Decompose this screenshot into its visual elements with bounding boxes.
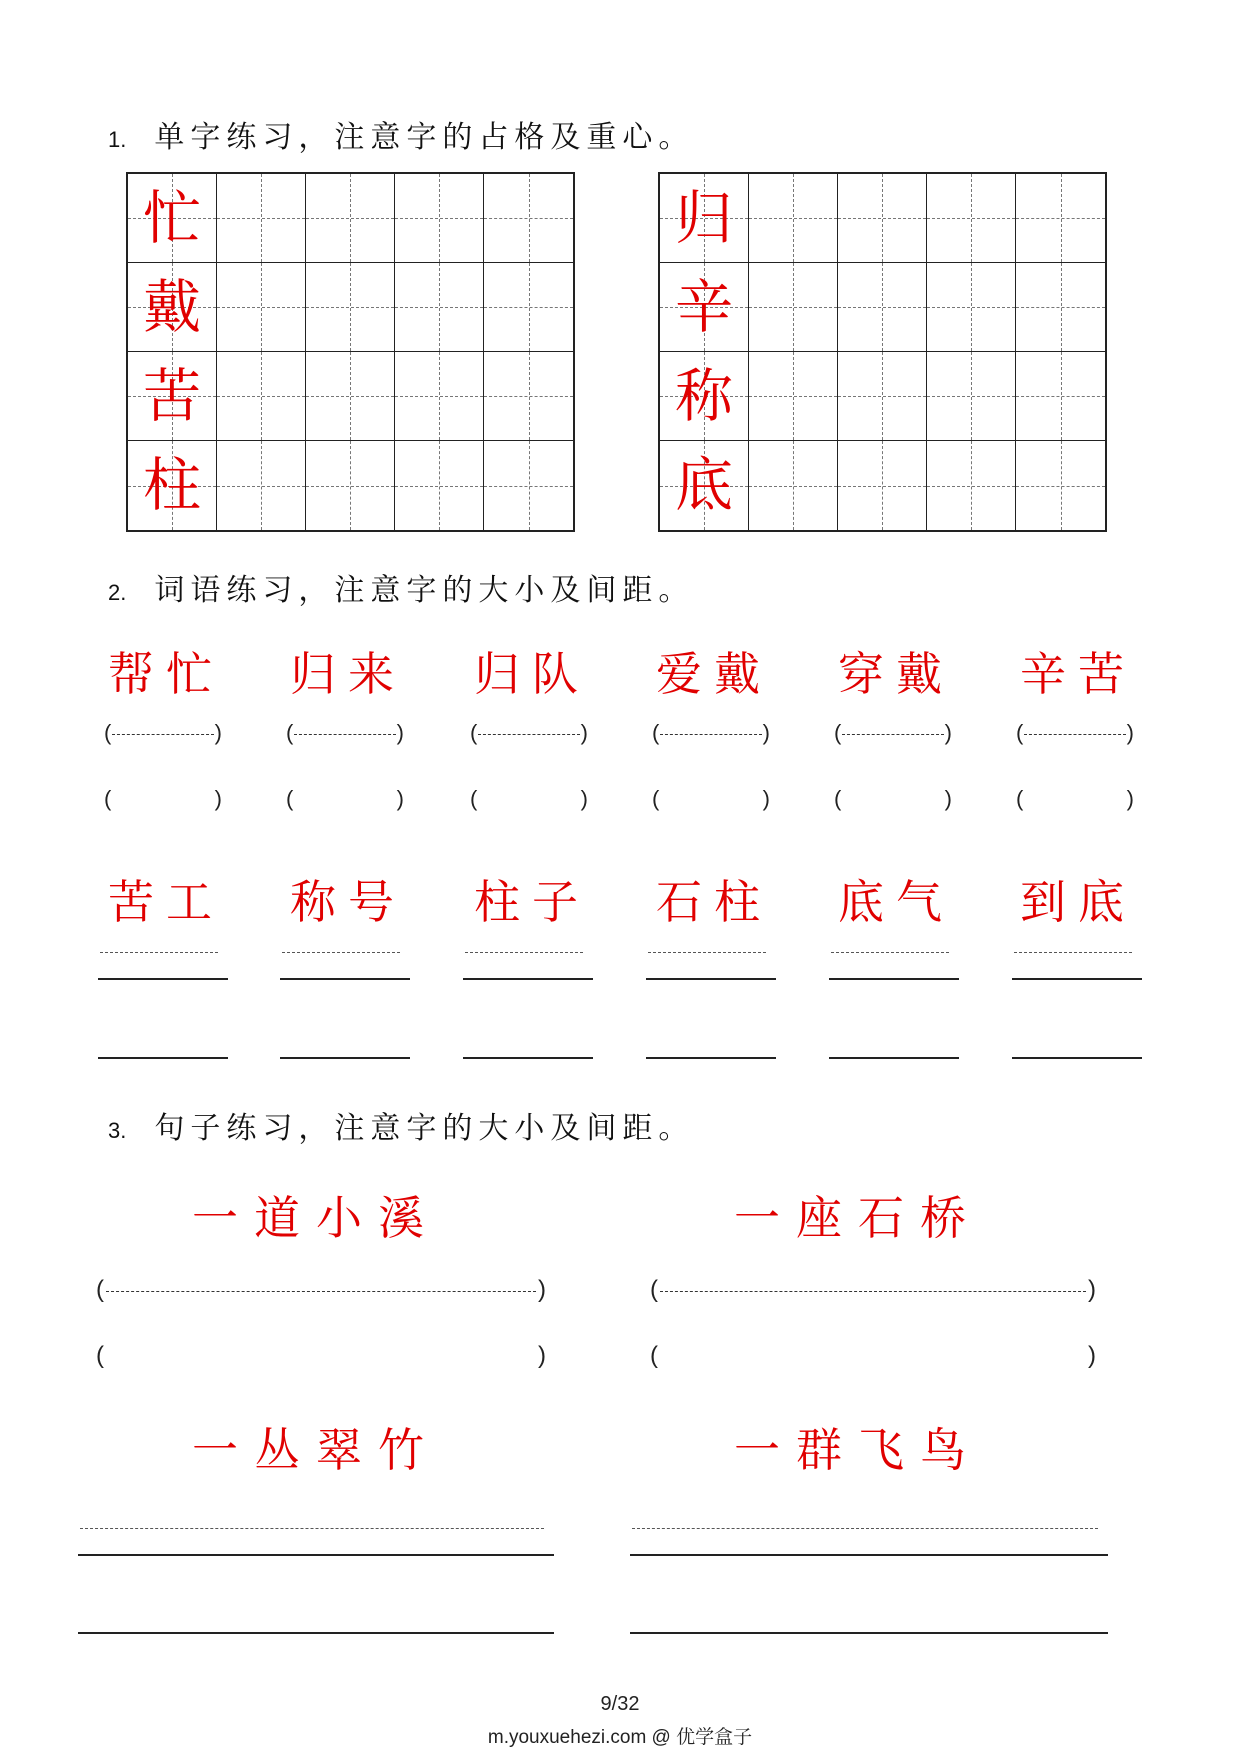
practice-cell[interactable]	[749, 352, 838, 441]
practice-cell[interactable]	[395, 352, 484, 441]
word-row2-1: 称号	[290, 875, 406, 929]
open-paren: (	[286, 720, 294, 745]
dashed-guide	[294, 734, 396, 735]
open-paren: (	[650, 1276, 658, 1303]
close-paren: )	[1088, 1342, 1096, 1369]
page-number: 9/32	[600, 1693, 640, 1715]
close-paren: )	[1126, 786, 1134, 811]
model-character-cell	[660, 174, 749, 263]
dashed-guide	[80, 1528, 544, 1529]
practice-cell[interactable]	[1016, 174, 1105, 263]
close-paren: )	[1088, 1276, 1096, 1303]
section-1-title: 单字练习，注意字的占格及重心。	[154, 120, 695, 155]
dashed-guide	[842, 734, 944, 735]
word-row1-0: 帮忙	[108, 647, 224, 701]
dashed-guide	[1014, 952, 1132, 953]
open-paren: (	[286, 786, 294, 811]
word-dashed-answer[interactable]	[1016, 720, 1134, 754]
word-blank-line[interactable]	[829, 1057, 959, 1059]
dashed-guide	[478, 734, 580, 735]
practice-cell[interactable]	[927, 352, 1016, 441]
open-paren: (	[834, 786, 842, 811]
practice-cell[interactable]	[838, 263, 927, 352]
word-row2-0: 苦工	[108, 875, 224, 929]
practice-cell[interactable]	[306, 263, 395, 352]
dashed-guide	[660, 734, 762, 735]
model-character-cell	[660, 441, 749, 530]
close-paren: )	[762, 720, 770, 745]
open-paren: (	[470, 786, 478, 811]
solid-line	[98, 978, 228, 980]
phrase-2-blank-answer[interactable]	[650, 1342, 1096, 1376]
open-paren: (	[834, 720, 842, 745]
practice-cell[interactable]	[484, 352, 573, 441]
footer-source: m.youxuehezi.com @ 优学盒子	[487, 1727, 753, 1748]
model-character: 归	[674, 184, 733, 252]
close-paren: )	[396, 786, 404, 811]
word-blank-line[interactable]	[463, 1057, 593, 1059]
section-1-number: 1.	[108, 127, 127, 152]
practice-cell[interactable]	[1016, 352, 1105, 441]
word-blank-line[interactable]	[98, 1057, 228, 1059]
close-paren: )	[538, 1342, 546, 1369]
word-blank-answer[interactable]	[652, 786, 770, 820]
word-blank-answer[interactable]	[104, 786, 222, 820]
character-grid-left	[126, 172, 575, 532]
word-row1-5: 辛苦	[1020, 647, 1136, 701]
solid-line	[829, 978, 959, 980]
phrase-1: 一道小溪	[192, 1191, 440, 1245]
dashed-guide	[106, 1291, 536, 1292]
open-paren: (	[652, 720, 660, 745]
close-paren: )	[580, 786, 588, 811]
open-paren: (	[1016, 720, 1024, 745]
phrase-1-dashed-answer[interactable]	[96, 1276, 546, 1310]
section-2-title: 词语练习，注意字的大小及间距。	[154, 573, 695, 608]
practice-cell[interactable]	[749, 174, 838, 263]
practice-cell[interactable]	[749, 441, 838, 530]
model-character: 忙	[142, 184, 201, 252]
open-paren: (	[470, 720, 478, 745]
close-paren: )	[1126, 720, 1134, 745]
section-3-heading	[108, 1103, 694, 1147]
open-paren: (	[96, 1342, 104, 1369]
solid-line	[646, 978, 776, 980]
open-paren: (	[104, 786, 112, 811]
phrase-3: 一丛翠竹	[192, 1423, 440, 1477]
close-paren: )	[214, 720, 222, 745]
close-paren: )	[944, 786, 952, 811]
word-row2-3: 石柱	[656, 875, 772, 929]
character-grid-right	[658, 172, 1107, 532]
model-character: 辛	[674, 273, 733, 341]
practice-cell[interactable]	[217, 174, 306, 263]
section-3-title: 句子练习，注意字的大小及间距。	[154, 1111, 695, 1146]
dashed-guide	[465, 952, 583, 953]
word-row1-1: 归来	[290, 647, 406, 701]
word-row1-4: 穿戴	[838, 647, 954, 701]
model-character-cell	[128, 352, 217, 441]
model-character: 戴	[142, 273, 201, 341]
practice-cell[interactable]	[927, 441, 1016, 530]
practice-cell[interactable]	[395, 174, 484, 263]
section-2-number: 2.	[108, 580, 127, 605]
word-row2-5: 到底	[1020, 875, 1136, 929]
practice-cell[interactable]	[306, 352, 395, 441]
section-2-heading	[108, 565, 694, 609]
practice-cell[interactable]	[749, 263, 838, 352]
word-row1-3: 爱戴	[656, 647, 772, 701]
close-paren: )	[396, 720, 404, 745]
practice-cell[interactable]	[838, 174, 927, 263]
dashed-guide	[112, 734, 214, 735]
phrase-4-blank-line[interactable]	[630, 1632, 1108, 1634]
close-paren: )	[538, 1276, 546, 1303]
close-paren: )	[214, 786, 222, 811]
solid-line	[280, 978, 410, 980]
solid-line	[78, 1554, 554, 1556]
word-blank-answer[interactable]	[286, 786, 404, 820]
word-blank-answer[interactable]	[1016, 786, 1134, 820]
dashed-guide	[660, 1291, 1086, 1292]
dashed-guide	[632, 1528, 1098, 1529]
model-character-cell	[128, 441, 217, 530]
open-paren: (	[650, 1342, 658, 1369]
practice-cell[interactable]	[306, 174, 395, 263]
practice-cell[interactable]	[927, 263, 1016, 352]
open-paren: (	[104, 720, 112, 745]
word-dashed-answer[interactable]	[104, 720, 222, 754]
phrase-4: 一群飞鸟	[734, 1423, 982, 1477]
model-character-cell	[128, 263, 217, 352]
open-paren: (	[96, 1276, 104, 1303]
word-dashed-answer[interactable]	[286, 720, 404, 754]
phrase-1-blank-answer[interactable]	[96, 1342, 546, 1376]
word-row2-2: 柱子	[474, 875, 590, 929]
solid-line	[630, 1554, 1108, 1556]
dashed-guide	[1024, 734, 1126, 735]
model-character-cell	[660, 352, 749, 441]
phrase-3-blank-line[interactable]	[78, 1632, 554, 1634]
practice-cell[interactable]	[838, 352, 927, 441]
practice-cell[interactable]	[484, 263, 573, 352]
practice-cell[interactable]	[217, 263, 306, 352]
word-blank-line[interactable]	[646, 1057, 776, 1059]
dashed-guide	[831, 952, 949, 953]
phrase-2: 一座石桥	[734, 1191, 982, 1245]
model-character: 底	[674, 451, 733, 519]
solid-line	[463, 978, 593, 980]
model-character-cell	[128, 174, 217, 263]
practice-cell[interactable]	[395, 441, 484, 530]
practice-cell[interactable]	[1016, 441, 1105, 530]
solid-line	[1012, 978, 1142, 980]
practice-cell[interactable]	[217, 441, 306, 530]
practice-cell[interactable]	[1016, 263, 1105, 352]
practice-cell[interactable]	[927, 174, 1016, 263]
close-paren: )	[944, 720, 952, 745]
word-dashed-answer[interactable]	[652, 720, 770, 754]
open-paren: (	[1016, 786, 1024, 811]
word-blank-answer[interactable]	[470, 786, 588, 820]
word-row2-4: 底气	[838, 875, 954, 929]
open-paren: (	[652, 786, 660, 811]
practice-cell[interactable]	[484, 174, 573, 263]
practice-cell[interactable]	[217, 352, 306, 441]
word-blank-answer[interactable]	[834, 786, 952, 820]
model-character: 柱	[142, 451, 201, 519]
phrase-2-dashed-answer[interactable]	[650, 1276, 1096, 1310]
word-row1-2: 归队	[474, 647, 590, 701]
word-dashed-answer[interactable]	[834, 720, 952, 754]
word-blank-line[interactable]	[1012, 1057, 1142, 1059]
model-character-cell	[660, 263, 749, 352]
word-dashed-answer[interactable]	[470, 720, 588, 754]
practice-cell[interactable]	[484, 441, 573, 530]
practice-cell[interactable]	[306, 441, 395, 530]
model-character: 苦	[142, 362, 201, 430]
word-blank-line[interactable]	[280, 1057, 410, 1059]
dashed-guide	[282, 952, 400, 953]
practice-cell[interactable]	[395, 263, 484, 352]
dashed-guide	[648, 952, 766, 953]
practice-cell[interactable]	[838, 441, 927, 530]
section-1-heading	[108, 112, 694, 156]
close-paren: )	[762, 786, 770, 811]
dashed-guide	[100, 952, 218, 953]
section-3-number: 3.	[108, 1118, 127, 1143]
close-paren: )	[580, 720, 588, 745]
model-character: 称	[674, 362, 733, 430]
